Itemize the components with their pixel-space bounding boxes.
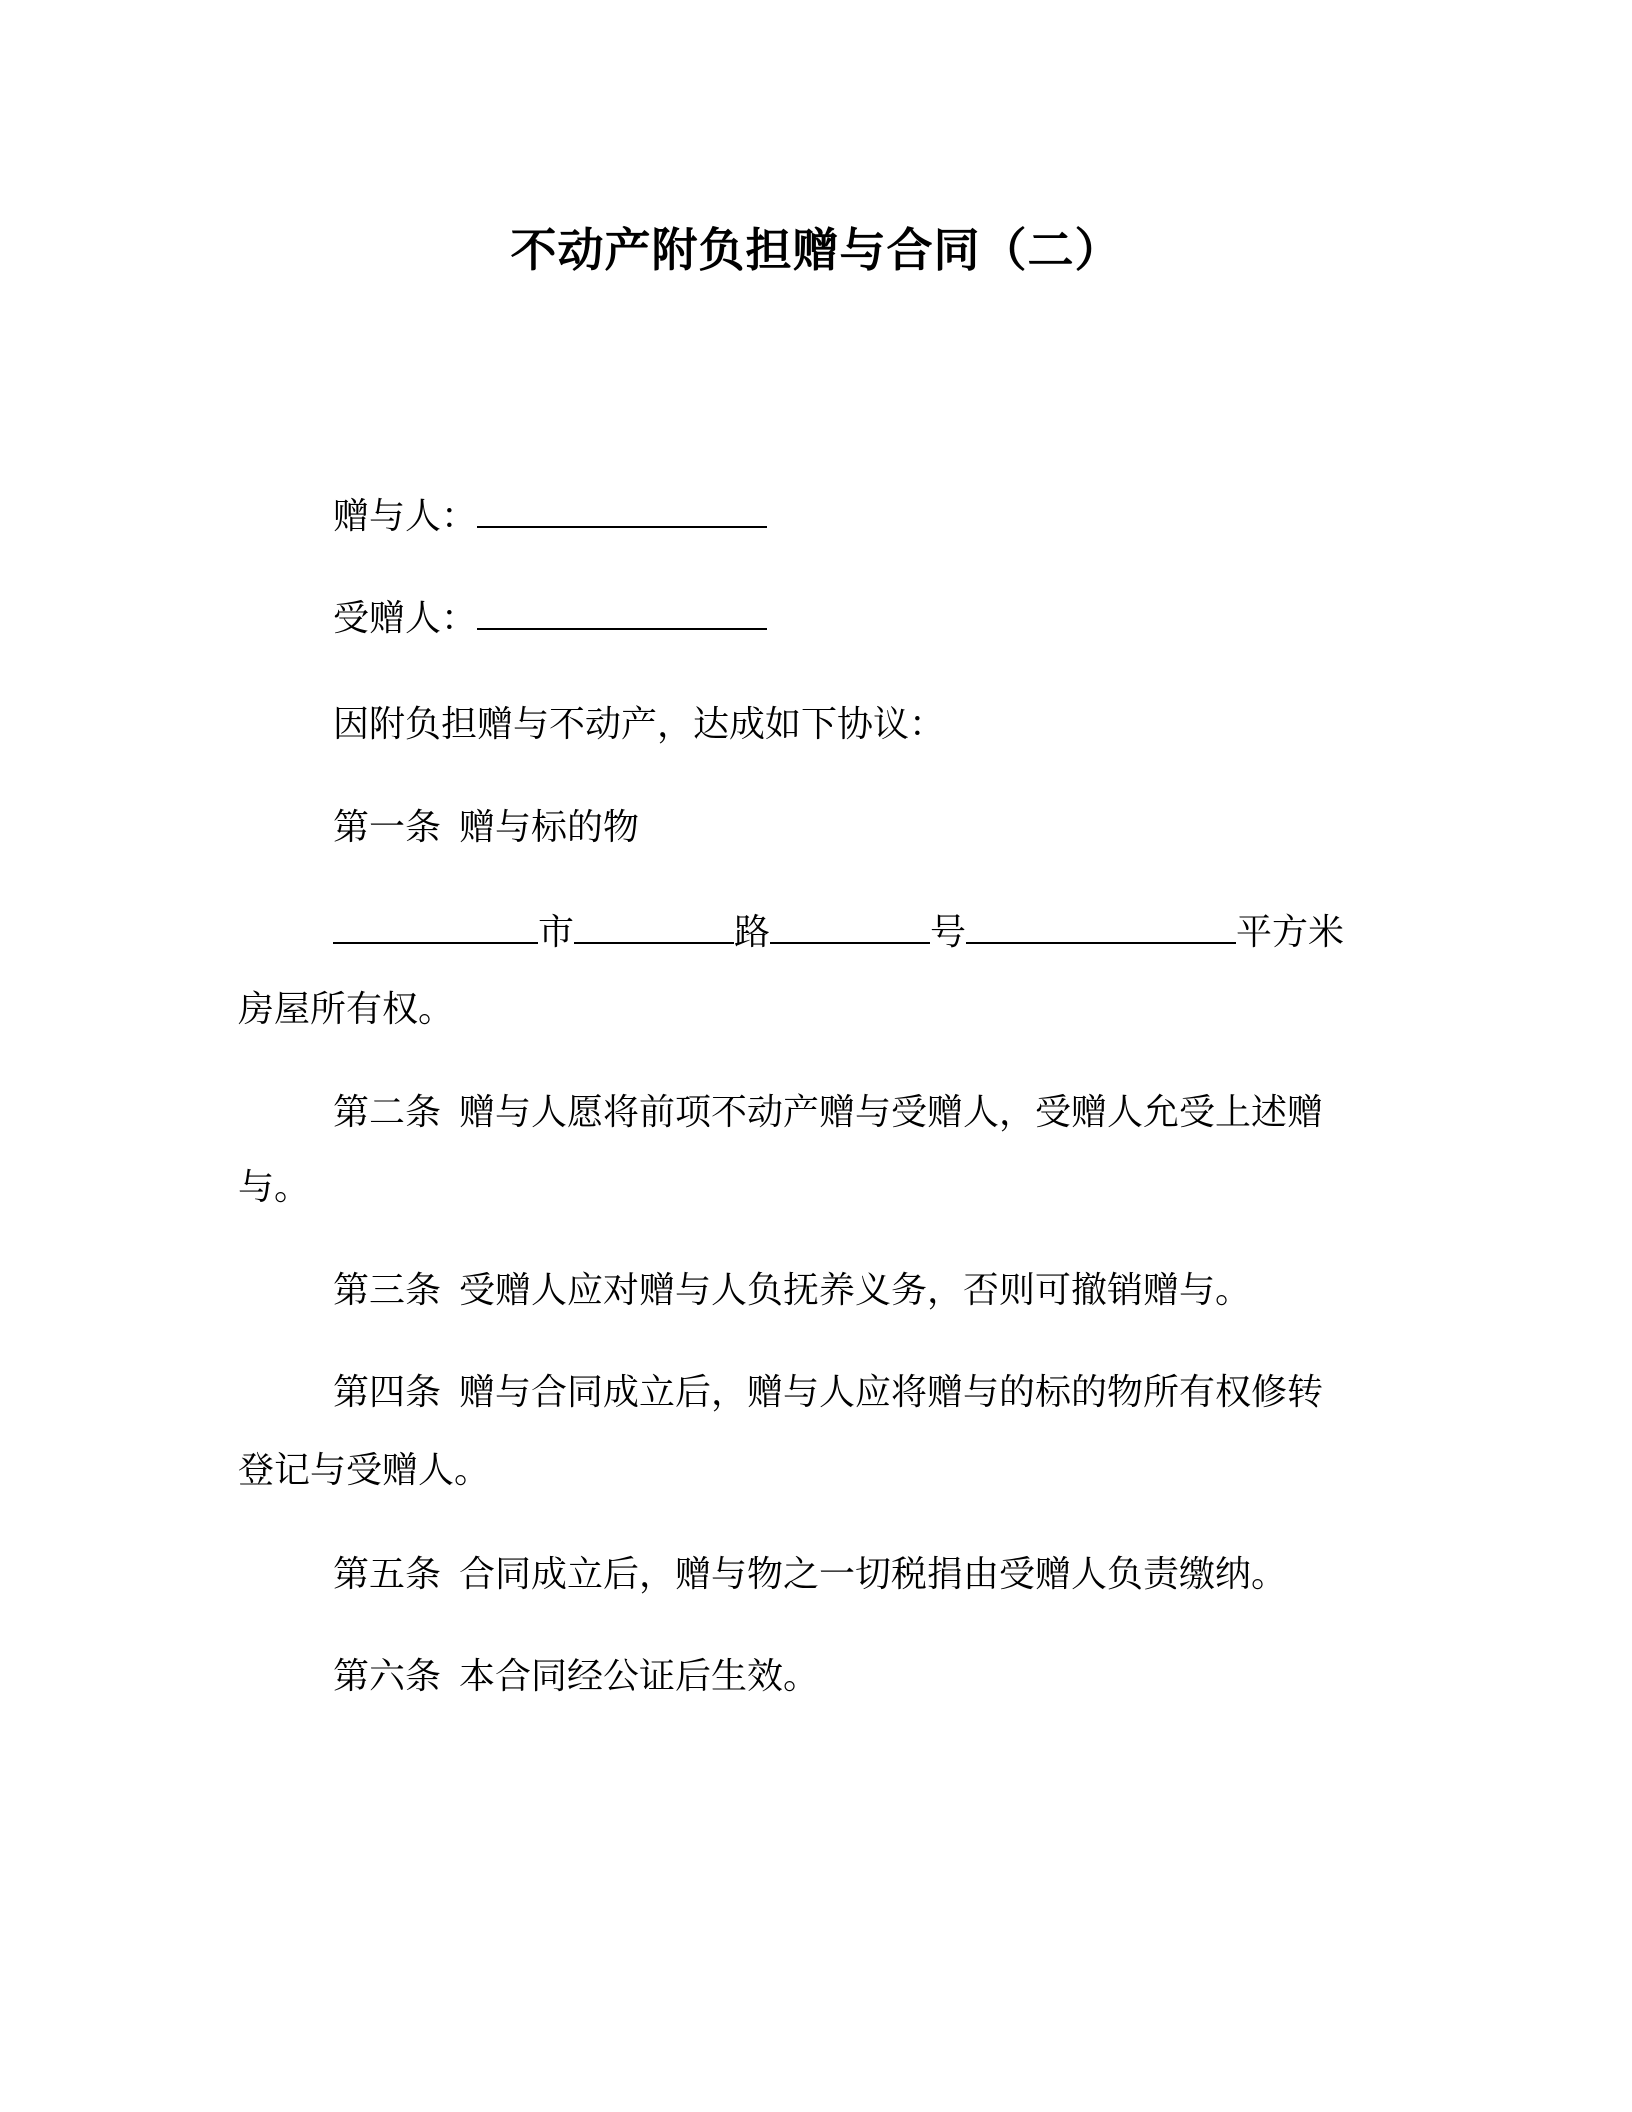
donor-label: 赠与人： bbox=[333, 496, 478, 537]
article-5-number: 第五条 bbox=[333, 1554, 442, 1595]
article-4-number: 第四条 bbox=[333, 1372, 442, 1413]
article-4-line-2: 登记与受赠人。 bbox=[238, 1450, 491, 1491]
donee-label: 受赠人： bbox=[333, 598, 478, 639]
road-label: 路 bbox=[734, 912, 771, 953]
donor-blank bbox=[477, 496, 767, 528]
donor-line bbox=[333, 495, 767, 539]
city-label: 市 bbox=[538, 912, 575, 953]
article-6-text: 本合同经公证后生效。 bbox=[459, 1656, 820, 1697]
donee-blank bbox=[477, 598, 767, 630]
intro-line: 因附负担赠与不动产，达成如下协议： bbox=[333, 704, 946, 745]
article-4-line-1 bbox=[333, 1371, 1323, 1415]
document-title: 不动产附负担赠与合同（二） bbox=[510, 223, 1122, 277]
donee-line bbox=[333, 597, 767, 641]
article-2-line-1 bbox=[333, 1091, 1323, 1135]
city-blank bbox=[333, 912, 538, 944]
article-6-number: 第六条 bbox=[333, 1656, 442, 1697]
area-unit: 平方米 bbox=[1236, 912, 1345, 953]
article-1-address-line bbox=[333, 911, 1344, 955]
area-blank bbox=[966, 912, 1236, 944]
article-2-line-2: 与。 bbox=[238, 1167, 311, 1208]
article-2-number: 第二条 bbox=[333, 1092, 442, 1133]
number-label: 号 bbox=[930, 912, 967, 953]
article-4-text: 赠与合同成立后，赠与人应将赠与的标的物所有权修转 bbox=[459, 1372, 1324, 1413]
number-blank bbox=[770, 912, 930, 944]
article-5-line-1 bbox=[333, 1553, 1287, 1597]
article-3-text: 受赠人应对赠与人负抚养义务，否则可撤销赠与。 bbox=[459, 1270, 1252, 1311]
article-1-title: 赠与标的物 bbox=[459, 807, 640, 848]
article-1-heading bbox=[333, 806, 639, 850]
article-3-line-1 bbox=[333, 1269, 1251, 1313]
article-1-line-2: 房屋所有权。 bbox=[238, 989, 455, 1030]
article-3-number: 第三条 bbox=[333, 1270, 442, 1311]
article-2-text: 赠与人愿将前项不动产赠与受赠人，受赠人允受上述赠 bbox=[459, 1092, 1324, 1133]
road-blank bbox=[574, 912, 734, 944]
article-6-line-1 bbox=[333, 1655, 819, 1699]
article-5-text: 合同成立后，赠与物之一切税捐由受赠人负责缴纳。 bbox=[459, 1554, 1288, 1595]
article-1-number: 第一条 bbox=[333, 807, 442, 848]
